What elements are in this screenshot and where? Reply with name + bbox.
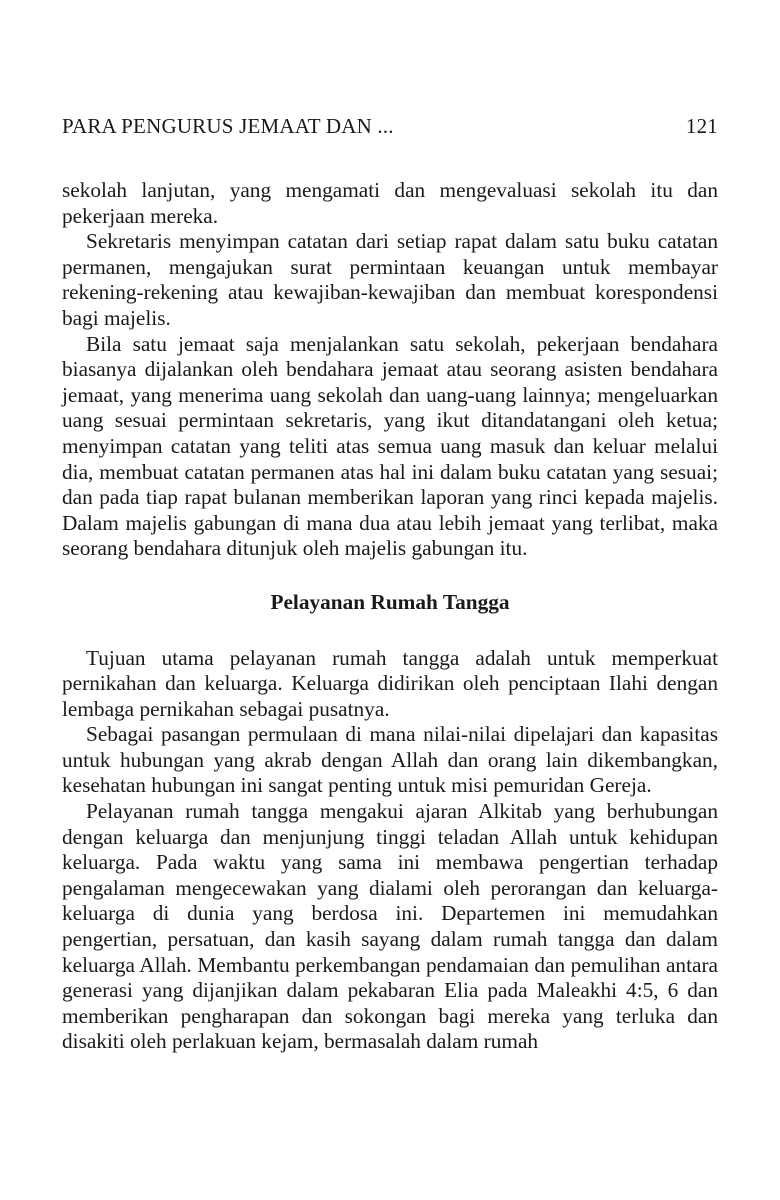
paragraph-tujuan: Tujuan utama pelayanan rumah tangga adalah untuk memperkuat pernikahan dan keluarga. Keluarga didirikan oleh penciptaan Ilahi dengan lembaga pernikahan sebagai pusatnya.: [62, 645, 718, 721]
paragraph-bendahara: Bila satu jemaat saja menjalankan satu sekolah, pekerjaan bendahara biasanya dijalankan oleh bendahara jemaat atau seorang asisten bendahara jemaat, yang menerima uang sekolah dan uang-uang lainnya; mengeluarkan uang sesuai permintaan sekretaris, yang ikut ditandatangani oleh ketua; menyimpan catatan yang teliti atas semua uang masuk dan keluar melalui dia, membuat catatan permanen atas hal ini dalam buku catatan yang sesuai; dan pada tiap rapat bulanan memberikan laporan yang rinci kepada majelis. Dalam majelis gabungan di mana dua atau lebih jemaat yang terlibat, maka seorang bendahara ditunjuk oleh majelis gabungan itu.: [62, 331, 718, 561]
paragraph-pasangan: Sebagai pasangan permulaan di mana nilai-nilai dipelajari dan kapasitas untuk hubungan yang akrab dengan Allah dan orang lain dikembangkan, kesehatan hubungan ini sangat penting untuk misi pemuridan Gereja.: [62, 722, 718, 798]
body-text: [62, 178, 718, 1055]
page-number: 121: [685, 114, 718, 138]
section-heading: Pelayanan Rumah Tangga: [270, 589, 510, 614]
running-header: [62, 114, 718, 139]
paragraph-sekretaris: Sekretaris menyimpan catatan dari setiap rapat dalam satu buku catatan permanen, mengajukan surat permintaan keuangan untuk membayar rekening-rekening atau kewajiban-kewajiban dan membuat korespondensi bagi majelis.: [62, 229, 718, 330]
running-title: PARA PENGURUS JEMAAT DAN ...: [62, 114, 394, 138]
paragraph-pelayanan: Pelayanan rumah tangga mengakui ajaran Alkitab yang berhubungan dengan keluarga dan menjunjung tinggi teladan Allah untuk kehidupan keluarga. Pada waktu yang sama ini membawa pengertian terhadap pengalaman mengecewakan yang dialami oleh perorangan dan keluarga-keluarga di dunia yang berdosa ini. Departemen ini memudahkan pengertian, persatuan, dan kasih sayang dalam rumah tangga dan dalam keluarga Allah. Membantu perkembangan pendamaian dan pemulihan antara generasi yang dijanjikan dalam pekabaran Elia pada Maleakhi 4:5, 6 dan memberikan pengharapan dan sokongan bagi mereka yang terluka dan disakiti oleh perlakuan kejam, bermasalah dalam rumah: [62, 799, 718, 1054]
paragraph-continued: sekolah lanjutan, yang mengamati dan mengevaluasi sekolah itu dan pekerjaan mereka.: [62, 178, 718, 228]
